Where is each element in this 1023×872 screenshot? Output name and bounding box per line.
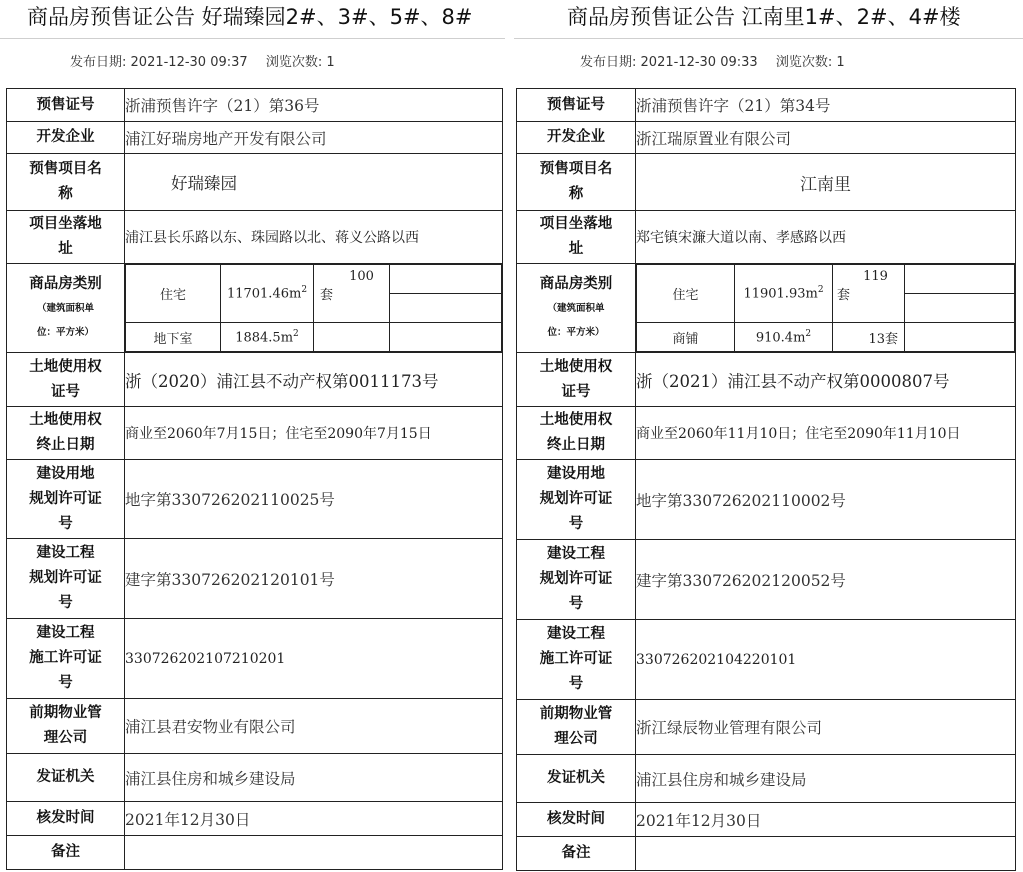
right-views-count: 1	[836, 55, 845, 70]
land-plan-label	[517, 460, 636, 540]
category-area-1	[221, 265, 314, 323]
project-label	[7, 154, 125, 211]
remark-value	[125, 836, 503, 870]
table-row	[7, 836, 503, 870]
area-unit-sup: 2	[817, 285, 824, 296]
issue-time-value: 2021年12月30日	[125, 802, 503, 836]
land-cert-value: 浙（2021）浦江县不动产权第0000807号	[636, 353, 1016, 407]
project-value: 江南里	[636, 154, 1016, 211]
table-row	[517, 353, 1016, 407]
table-row	[7, 353, 503, 407]
category-extra-cell	[390, 323, 502, 352]
category-label-line2: （建筑面积单	[547, 302, 605, 314]
property-mgmt-label	[517, 700, 636, 755]
property-mgmt-label-line2: 理公司	[554, 731, 598, 747]
right-meta	[580, 53, 845, 73]
project-label	[517, 154, 636, 211]
table-row	[7, 460, 503, 539]
category-count-1-number: 119	[863, 269, 888, 284]
right-views-label: 浏览次数:	[775, 55, 833, 70]
left-meta	[70, 53, 335, 73]
cert-no-label: 预售证号	[517, 89, 636, 122]
developer-label: 开发企业	[7, 122, 125, 154]
cert-no-value: 浙浦预售许字（21）第36号	[125, 89, 503, 122]
land-cert-label	[517, 353, 636, 407]
issuer-value: 浦江县住房和城乡建设局	[636, 755, 1016, 803]
category-count-1-number: 100	[349, 269, 374, 284]
category-label-line3: 位：平方米）	[36, 326, 94, 338]
land-cert-value: 浙（2020）浦江县不动产权第0011173号	[125, 353, 503, 407]
table-row	[7, 754, 503, 802]
eng-plan-label	[517, 540, 636, 620]
category-type-1: 住宅	[637, 265, 735, 323]
table-row	[7, 89, 503, 122]
land-end-label	[517, 407, 636, 460]
property-mgmt-label	[7, 699, 125, 754]
table-row	[7, 264, 503, 353]
eng-plan-label	[7, 539, 125, 619]
eng-plan-value: 建字第330726202120052号	[636, 540, 1016, 620]
table-row	[517, 460, 1016, 540]
remark-value	[636, 837, 1016, 871]
left-views-label: 浏览次数:	[265, 55, 323, 70]
table-row	[517, 211, 1016, 264]
land-plan-label-line2: 规划许可证	[29, 490, 102, 507]
table-row	[517, 540, 1016, 620]
left-views-count: 1	[326, 55, 335, 70]
table-row	[7, 802, 503, 836]
construction-label-line1: 建设工程	[36, 625, 95, 641]
category-extra-cell	[905, 265, 1015, 294]
project-label-line2: 称	[568, 186, 584, 202]
category-count-1	[833, 265, 905, 323]
cert-no-value: 浙浦预售许字（21）第34号	[636, 89, 1016, 122]
remark-label: 备注	[7, 836, 125, 870]
right-title: 商品房预售证公告 江南里1#、2#、4#楼	[567, 5, 961, 29]
construction-value: 330726202104220101	[636, 620, 1016, 700]
issuer-value: 浦江县住房和城乡建设局	[125, 754, 503, 802]
category-area-2-text: 1884.5m	[235, 330, 294, 346]
property-mgmt-value: 浦江县君安物业有限公司	[125, 699, 503, 754]
category-type-1: 住宅	[126, 265, 221, 323]
property-mgmt-label-line1: 前期物业管	[539, 706, 613, 722]
issue-time-value: 2021年12月30日	[636, 803, 1016, 837]
category-count-1-unit: 套	[837, 288, 851, 303]
eng-plan-label-line2: 规划许可证	[29, 570, 102, 586]
developer-label: 开发企业	[517, 122, 636, 154]
land-plan-label-line2: 规划许可证	[539, 491, 613, 507]
construction-label	[7, 619, 125, 699]
land-end-value: 商业至2060年11月10日；住宅至2090年11月10日	[636, 407, 1016, 460]
land-end-label-line1: 土地使用权	[539, 412, 613, 428]
land-cert-label	[7, 353, 125, 407]
location-label-line1: 项目坐落地	[539, 216, 613, 232]
land-end-label-line2: 终止日期	[547, 437, 605, 453]
table-row	[7, 619, 503, 699]
left-publish-date: 2021-12-30 09:37	[130, 55, 248, 70]
category-count-2: 13套	[833, 323, 905, 352]
category-label-line1: 商品房类别	[29, 275, 102, 292]
left-publish-label: 发布日期:	[70, 55, 127, 70]
land-plan-value: 地字第330726202110025号	[125, 460, 503, 539]
table-row	[517, 837, 1016, 871]
developer-value: 浦江好瑞房地产开发有限公司	[125, 122, 503, 154]
category-label	[7, 264, 125, 353]
left-certificate-table	[6, 88, 503, 870]
category-count-1-unit: 套	[320, 288, 334, 303]
table-row	[517, 122, 1016, 154]
table-row	[517, 755, 1016, 803]
category-label-line1: 商品房类别	[539, 275, 613, 292]
table-row	[7, 211, 503, 264]
category-label	[517, 264, 636, 353]
location-value: 浦江县长乐路以东、珠园路以北、蒋义公路以西	[125, 211, 503, 264]
land-end-value: 商业至2060年7月15日；住宅至2090年7月15日	[125, 407, 503, 460]
category-label-line2: （建筑面积单	[36, 302, 94, 314]
issue-time-label: 核发时间	[7, 802, 125, 836]
eng-plan-label-line1: 建设工程	[547, 546, 605, 562]
right-publish-label: 发布日期:	[580, 55, 637, 70]
project-label-line1: 预售项目名	[539, 161, 613, 177]
location-label-line2: 址	[58, 241, 73, 257]
category-area-1	[735, 265, 833, 323]
construction-value: 330726202107210201	[125, 619, 503, 699]
location-label-line2: 址	[568, 241, 584, 257]
land-plan-label	[7, 460, 125, 539]
category-detail	[125, 264, 503, 353]
category-detail	[636, 264, 1016, 353]
land-plan-label-line3: 号	[58, 515, 73, 532]
land-cert-label-line1: 土地使用权	[539, 358, 613, 375]
table-row	[7, 154, 503, 211]
left-title: 商品房预售证公告 好瑞臻园2#、3#、5#、8#	[27, 5, 473, 29]
category-area-2-text: 910.4m	[755, 330, 806, 346]
table-row	[517, 803, 1016, 837]
category-extra-cell	[905, 294, 1015, 323]
location-label	[7, 211, 125, 264]
land-plan-label-line1: 建设用地	[36, 465, 95, 482]
land-plan-label-line1: 建设用地	[547, 466, 605, 482]
area-unit-sup: 2	[301, 285, 308, 296]
eng-plan-value: 建字第330726202120101号	[125, 539, 503, 619]
table-row	[517, 264, 1016, 353]
cert-no-label: 预售证号	[7, 89, 125, 122]
area-unit-sup: 2	[805, 328, 812, 339]
land-end-label-line1: 土地使用权	[29, 412, 102, 428]
project-value: 好瑞臻园	[125, 154, 503, 211]
category-count-1	[314, 265, 390, 323]
table-row	[7, 539, 503, 619]
eng-plan-label-line3: 号	[58, 595, 73, 611]
category-count-2	[314, 323, 390, 352]
project-label-line2: 称	[58, 186, 73, 202]
land-cert-label-line1: 土地使用权	[29, 358, 102, 375]
left-title-divider	[0, 38, 505, 39]
property-mgmt-label-line1: 前期物业管	[29, 705, 102, 721]
construction-label-line2: 施工许可证	[29, 650, 102, 666]
table-row	[517, 407, 1016, 460]
land-end-label	[7, 407, 125, 460]
category-type-2: 商铺	[637, 323, 735, 352]
construction-label	[517, 620, 636, 700]
category-area-2	[735, 323, 833, 352]
land-end-label-line2: 终止日期	[36, 437, 95, 453]
construction-label-line3: 号	[568, 676, 584, 692]
land-plan-label-line3: 号	[568, 516, 584, 532]
table-row	[517, 620, 1016, 700]
eng-plan-label-line1: 建设工程	[36, 545, 95, 561]
category-type-2: 地下室	[126, 323, 221, 352]
area-unit-sup: 2	[293, 328, 299, 339]
right-certificate-table	[516, 88, 1016, 871]
issuer-label: 发证机关	[517, 755, 636, 803]
property-mgmt-label-line2: 理公司	[43, 730, 88, 746]
construction-label-line1: 建设工程	[547, 626, 605, 642]
right-title-divider	[514, 38, 1023, 39]
right-publish-date: 2021-12-30 09:33	[640, 55, 758, 70]
eng-plan-label-line3: 号	[568, 596, 584, 612]
land-cert-label-line2: 证号	[561, 383, 591, 400]
table-row	[7, 699, 503, 754]
issuer-label: 发证机关	[7, 754, 125, 802]
category-extra-cell	[905, 323, 1015, 352]
land-plan-value: 地字第330726202110002号	[636, 460, 1016, 540]
issue-time-label: 核发时间	[517, 803, 636, 837]
land-cert-label-line2: 证号	[51, 383, 80, 400]
category-extra-cell	[390, 265, 502, 294]
table-row	[517, 154, 1016, 211]
eng-plan-label-line2: 规划许可证	[539, 571, 613, 587]
category-area-1-text: 11701.46m	[226, 286, 302, 302]
table-row	[517, 700, 1016, 755]
category-label-line3: 位：平方米）	[547, 326, 605, 338]
location-label-line1: 项目坐落地	[29, 216, 102, 232]
remark-label: 备注	[517, 837, 636, 871]
table-row	[7, 407, 503, 460]
construction-label-line3: 号	[58, 675, 73, 691]
table-row	[517, 89, 1016, 122]
location-label	[517, 211, 636, 264]
property-mgmt-value: 浙江绿辰物业管理有限公司	[636, 700, 1016, 755]
developer-value: 浙江瑞原置业有限公司	[636, 122, 1016, 154]
location-value: 郑宅镇宋濂大道以南、孝感路以西	[636, 211, 1016, 264]
table-row	[7, 122, 503, 154]
project-label-line1: 预售项目名	[29, 161, 102, 177]
category-area-2	[221, 323, 314, 352]
category-extra-cell	[390, 294, 502, 323]
category-area-1-text: 11901.93m	[743, 286, 818, 302]
construction-label-line2: 施工许可证	[539, 651, 613, 667]
